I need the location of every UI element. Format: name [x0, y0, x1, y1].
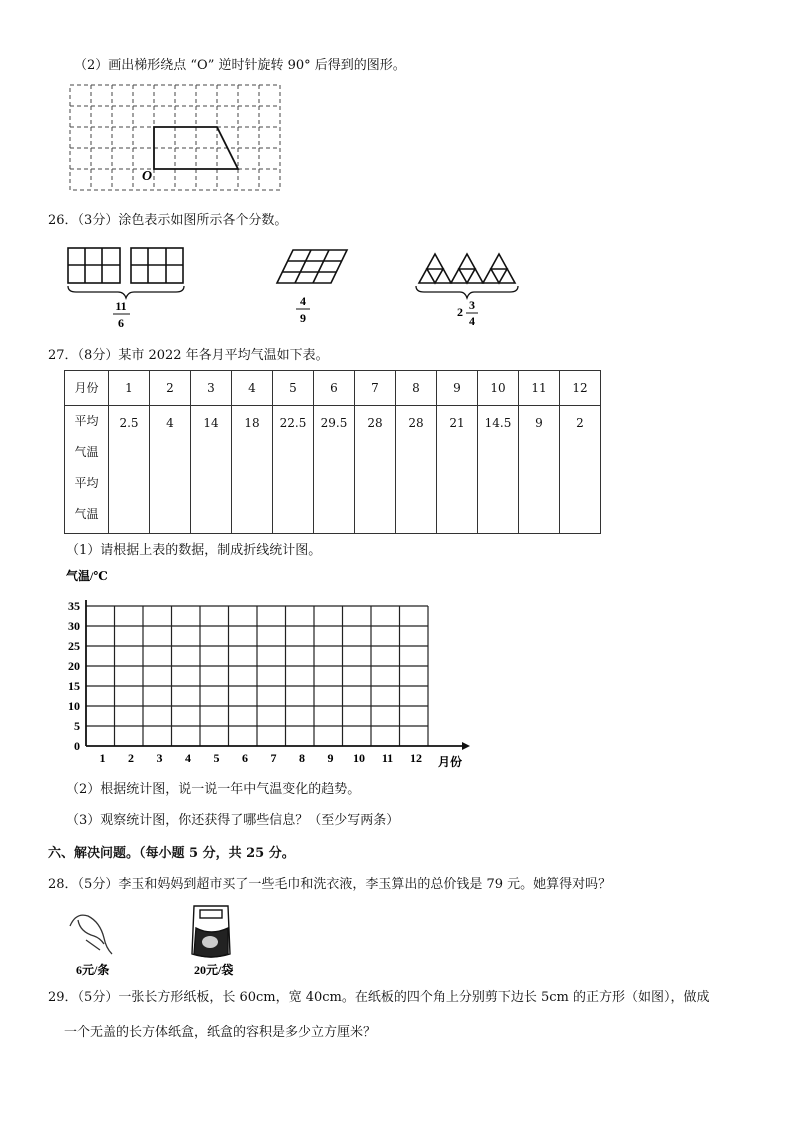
value-cell: 9 [519, 406, 560, 534]
value-cell: 2.5 [109, 406, 150, 534]
month-cell: 7 [355, 371, 396, 406]
x-tick-label: 7 [270, 751, 277, 765]
x-tick-label: 12 [410, 751, 422, 765]
line-chart-grid [56, 566, 476, 771]
y-tick-label: 15 [68, 679, 80, 693]
q25-part2-text: （2）画出梯形绕点 “O” 逆时针旋转 90° 后得到的图形。 [74, 58, 406, 73]
value-cell: 4 [150, 406, 191, 534]
brace-3 [416, 286, 518, 298]
value-cell: 28 [355, 406, 396, 534]
parallelogram-figure [277, 250, 347, 283]
fraction-3-whole: 2 [457, 305, 463, 319]
fraction-1-num: 11 [115, 299, 127, 313]
month-cell: 9 [437, 371, 478, 406]
y-tick-label: 25 [68, 639, 80, 653]
point-o-label: O [142, 169, 153, 184]
triangle-figures [419, 254, 515, 283]
q27-sub1: （1）请根据上表的数据，制成折线统计图。 [66, 543, 322, 558]
x-tick-label: 11 [381, 751, 394, 765]
x-tick-label: 6 [242, 751, 248, 765]
fraction-1-den: 6 [118, 316, 124, 330]
q27-sub3: （3）观察统计图，你还获得了哪些信息？（至少写两条） [66, 813, 400, 828]
y-tick-label: 20 [68, 659, 80, 673]
q27-sub2: （2）根据统计图，说一说一年中气温变化的趋势。 [66, 782, 361, 797]
x-tick-label: 9 [327, 751, 334, 765]
month-cell: 12 [560, 371, 601, 406]
trapezoid-grid [66, 82, 286, 194]
fraction-3-num: 3 [469, 298, 475, 312]
y-axis-label: 气温/℃ [66, 569, 108, 583]
value-cell: 21 [437, 406, 478, 534]
value-cell: 2 [560, 406, 601, 534]
towel-price: 6元/条 [76, 963, 110, 977]
y-tick-label: 10 [68, 699, 80, 713]
q29-line2: 一个无盖的长方体纸盒，纸盒的容积是多少立方厘米？ [64, 1025, 377, 1040]
value-cell: 14 [191, 406, 232, 534]
month-cell: 1 [109, 371, 150, 406]
x-tick-label: 4 [185, 751, 191, 765]
x-tick-label: 8 [299, 751, 305, 765]
fraction-3-den: 4 [469, 314, 475, 328]
q26-figures [60, 240, 530, 332]
table-header-label: 月份 [65, 371, 109, 406]
month-cell: 3 [191, 371, 232, 406]
value-cell: 29.5 [314, 406, 355, 534]
q29-line1: 29．（5分）一张长方形纸板，长 60cm，宽 40cm。在纸板的四个角上分别剪下边长 5cm 的正方形（如图），做成 [48, 990, 710, 1005]
y-tick-label: 0 [74, 739, 80, 753]
month-cell: 6 [314, 371, 355, 406]
rect-figure-1 [68, 248, 120, 283]
detergent-icon [192, 906, 230, 957]
detergent-price: 20元/袋 [194, 963, 234, 977]
x-tick-label: 2 [128, 751, 134, 765]
q28-figures [60, 898, 270, 980]
month-cell: 8 [396, 371, 437, 406]
fraction-2-num: 4 [300, 294, 306, 308]
rect-figure-2 [131, 248, 183, 283]
brace-1 [68, 286, 184, 298]
section6-title: 六、解决问题。（每小题 5 分，共 25 分。 [48, 846, 295, 861]
x-axis-arrow [462, 742, 470, 750]
value-cell: 14.5 [478, 406, 519, 534]
towel-icon [70, 915, 112, 954]
q26-title: 26．（3分）涂色表示如图所示各个分数。 [48, 213, 288, 228]
y-tick-label: 30 [68, 619, 80, 633]
month-cell: 2 [150, 371, 191, 406]
temperature-table [64, 370, 601, 534]
table-header-row [65, 371, 601, 406]
table-data-row [65, 406, 601, 534]
fraction-2-den: 9 [300, 311, 306, 325]
value-cell: 28 [396, 406, 437, 534]
q28-title: 28．（5分）李玉和妈妈到超市买了一些毛巾和洗衣液，李玉算出的总价钱是 79 元。她算得对吗？ [48, 877, 612, 892]
q27-title: 27．（8分）某市 2022 年各月平均气温如下表。 [48, 348, 329, 363]
x-tick-label: 5 [213, 751, 220, 765]
y-tick-label: 5 [74, 719, 80, 733]
value-cell: 22.5 [273, 406, 314, 534]
value-cell: 18 [232, 406, 273, 534]
month-cell: 5 [273, 371, 314, 406]
x-tick-label: 1 [99, 751, 106, 765]
x-tick-label: 10 [353, 751, 365, 765]
y-tick-label: 35 [68, 599, 80, 613]
month-cell: 10 [478, 371, 519, 406]
x-tick-label: 3 [156, 751, 163, 765]
row-label: 平均 气温 平均 气温 [65, 406, 109, 534]
month-cell: 4 [232, 371, 273, 406]
x-axis-label: 月份 [438, 755, 463, 769]
month-cell: 11 [519, 371, 560, 406]
